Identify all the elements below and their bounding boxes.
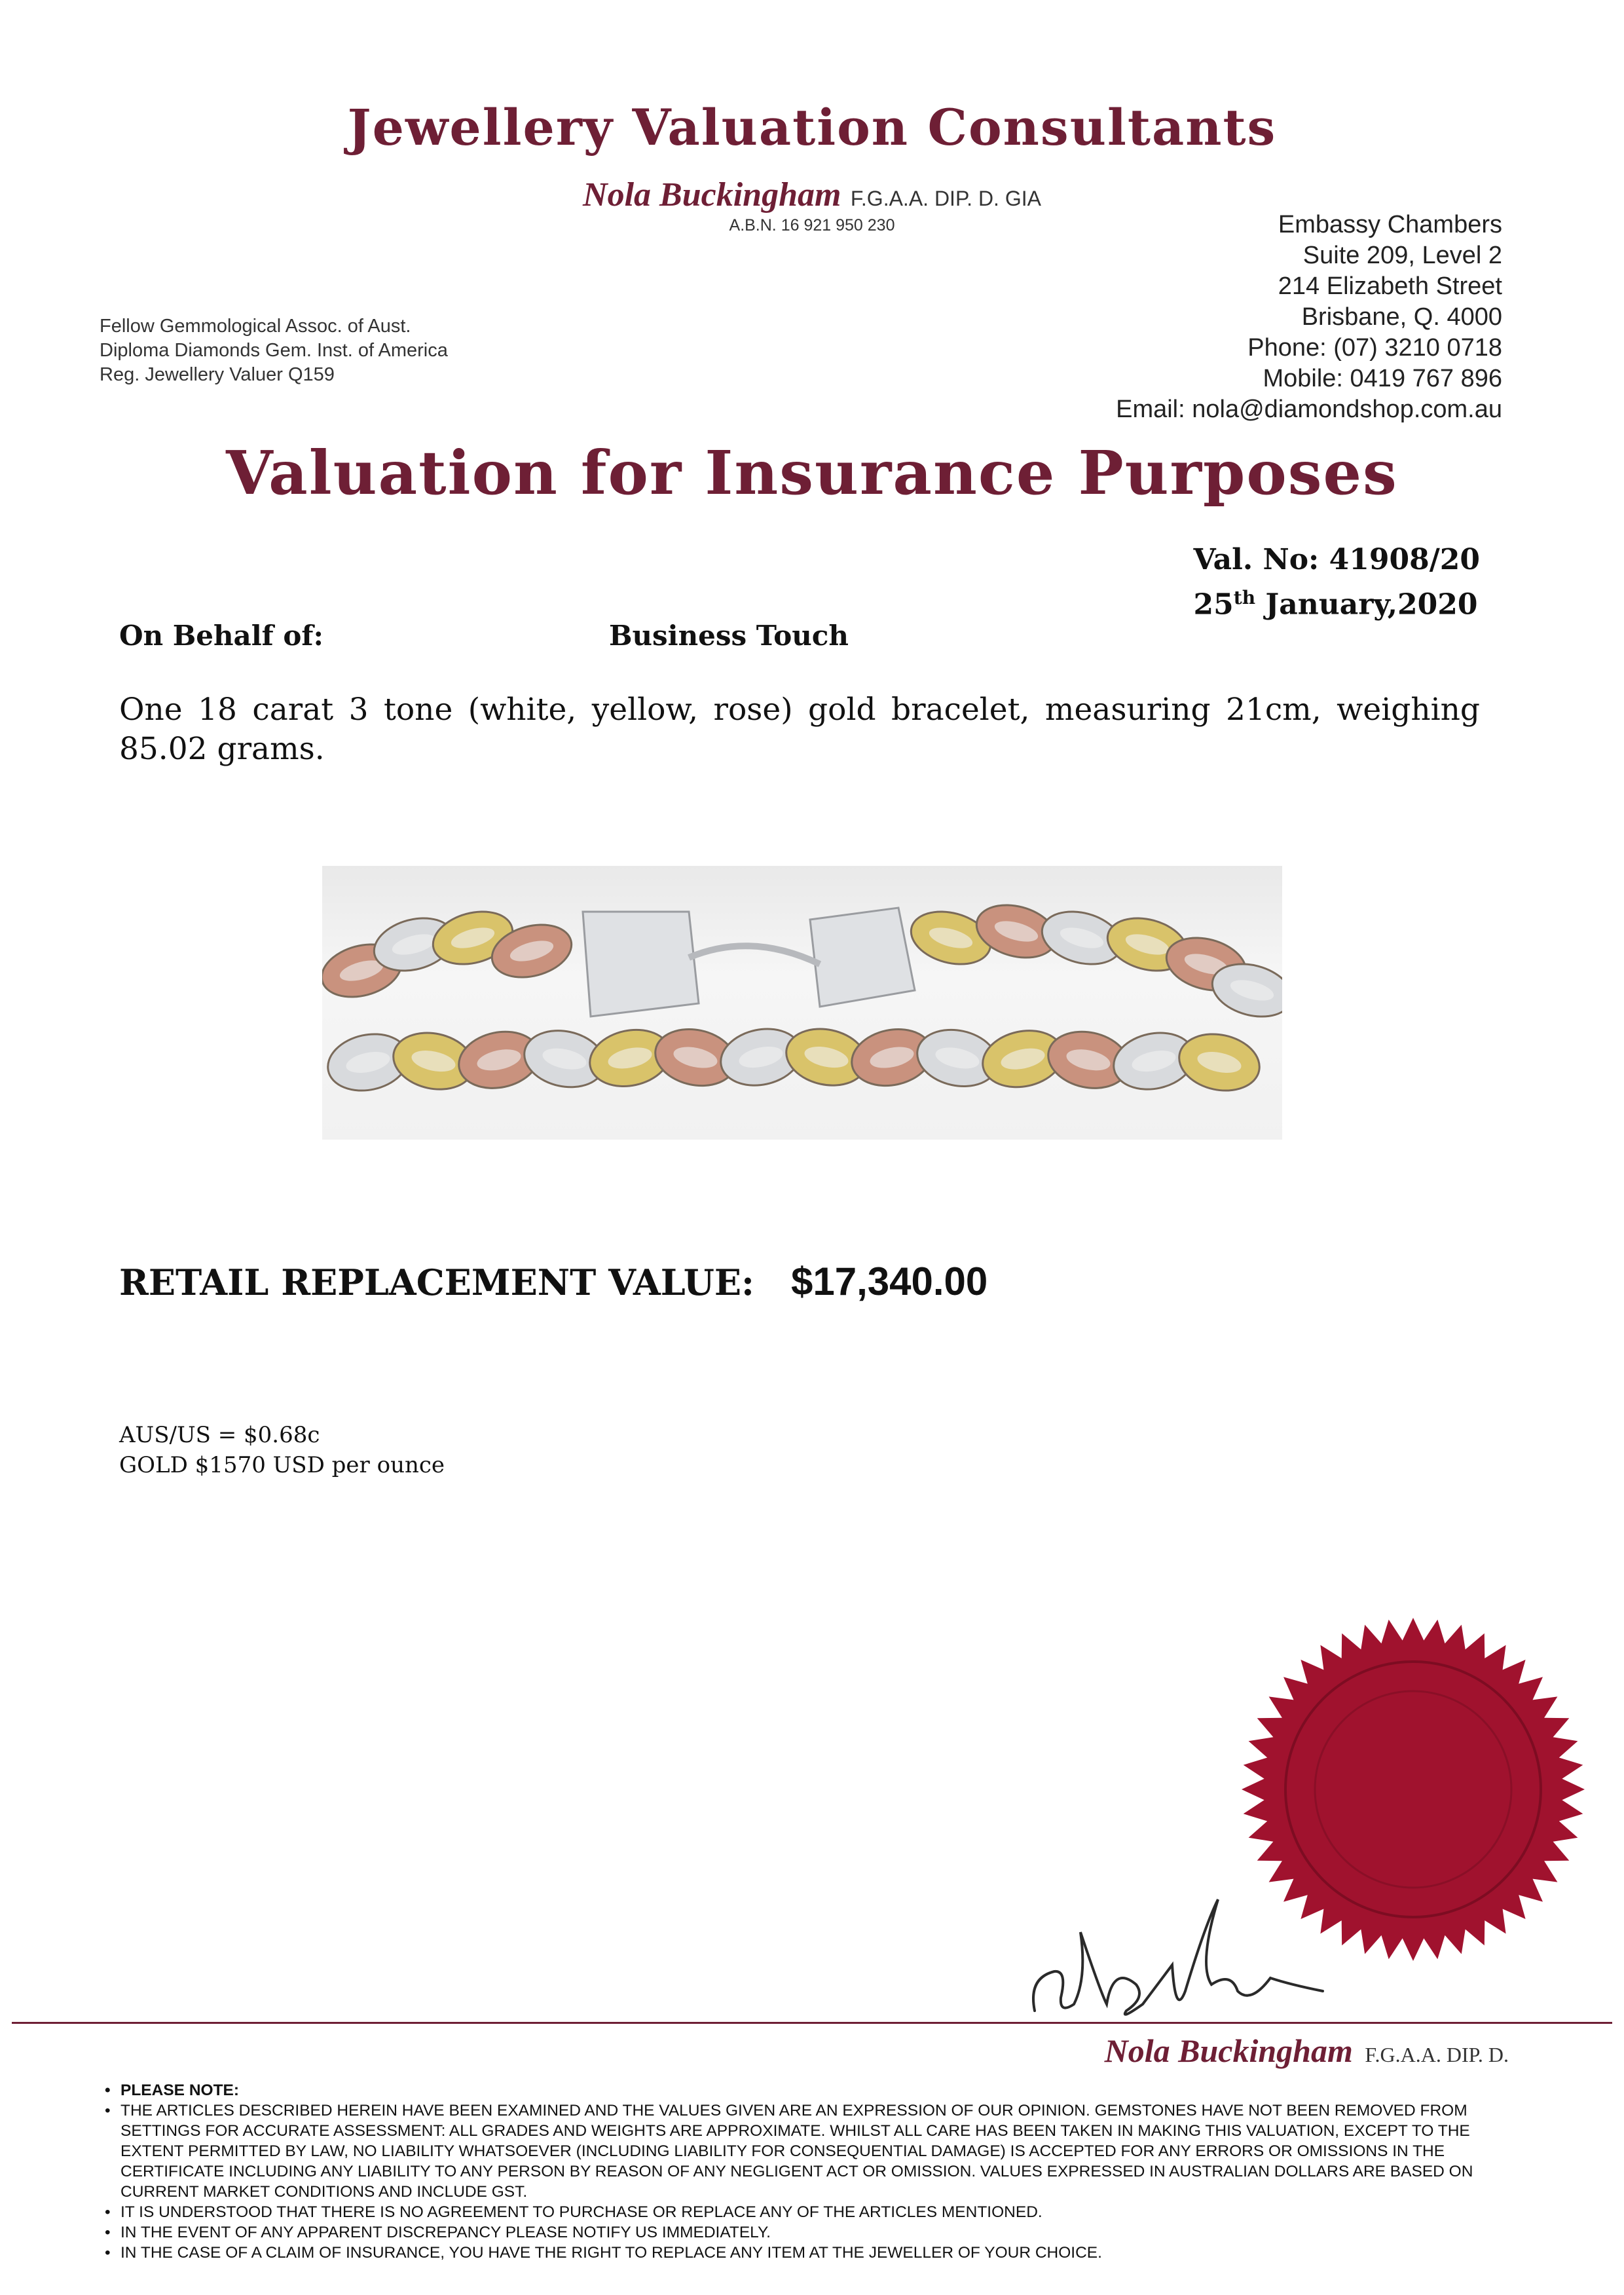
note-item: • IT IS UNDERSTOOD THAT THERE IS NO AGREEMENT TO PURCHASE OR REPLACE ANY OF THE ARTICLES MENTIONED. — [105, 2202, 1513, 2222]
company-name: Jewellery Valuation Consultants — [347, 98, 1277, 157]
retail-value-label: RETAIL REPLACEMENT VALUE: — [119, 1261, 754, 1303]
valuation-info — [1194, 541, 1480, 624]
note-item: • THE ARTICLES DESCRIBED HEREIN HAVE BEEN EXAMINED AND THE VALUES GIVEN ARE AN EXPRESSION OF OUR OPINION. GEMSTONES HAVE NOT BEEN REMOVED FROM SETTINGS FOR ACCURATE ASSESSMENT: ALL GRADES AND WEIGHTS ARE APPROXIMATE. WHILST ALL CARE HAS BEEN TAKEN IN MAKING THIS VALUATION, EXCEPT TO THE EXTENT PERMITTED BY LAW, NO LIABILITY WHATSOEVER (INCLUDING LIABILITY FOR CONSEQUENTIAL DAMAGE) IS ACCEPTED FOR ANY ERRORS OR OMISSIONS IN THE CERTIFICATE INCLUDING ANY LIABILITY TO ANY PERSON BY REASON OF ANY NEGLIGENT ACT OR OMISSION. VALUES EXPRESSED IN AUSTRALIAN DOLLARS ARE BASED ON CURRENT MARKET CONDITIONS AND INCLUDE GST. — [105, 2100, 1513, 2202]
credential-item: Reg. Jewellery Valuer Q159 — [100, 364, 335, 385]
credential-item: Diploma Diamonds Gem. Inst. of America — [100, 340, 448, 361]
exchange-rate: AUS/US = $0.68c — [119, 1422, 320, 1448]
consultant-qualifications: F.G.A.A. DIP. D. GIA — [850, 187, 1041, 210]
credentials-block — [100, 314, 448, 387]
credential-item: Fellow Gemmological Assoc. of Aust. — [100, 316, 411, 337]
gold-price: GOLD $1570 USD per ounce — [119, 1452, 445, 1478]
valuation-number: Val. No: 41908/20 — [1193, 543, 1480, 576]
item-description: One 18 carat 3 tone (white, yellow, rose) gold bracelet, measuring 21cm, weighing 85.02 grams. — [119, 692, 1480, 767]
notes-heading: • PLEASE NOTE: — [105, 2080, 1513, 2100]
signature-icon — [1022, 1886, 1336, 2037]
consultant-line — [0, 176, 1624, 214]
address-phone: Phone: (07) 3210 0718 — [1247, 334, 1502, 362]
clasp-right — [810, 908, 915, 1007]
address-email: Email: nola@diamondshop.com.au — [1116, 396, 1502, 423]
address-suite: Suite 209, Level 2 — [1302, 242, 1502, 269]
handwritten-signature — [1022, 1886, 1336, 2037]
notes-block — [105, 2080, 1513, 2263]
address-building: Embassy Chambers — [1278, 211, 1502, 238]
on-behalf-label: On Behalf of: — [119, 620, 323, 652]
date-suffix: th — [1233, 587, 1256, 608]
signer-name: Nola Buckingham — [1104, 2032, 1353, 2069]
consultant-name: Nola Buckingham — [583, 176, 841, 214]
on-behalf-value: Business Touch — [609, 620, 849, 652]
signer-qualifications: F.G.A.A. DIP. D. — [1365, 2043, 1509, 2066]
date-rest: January,2020 — [1255, 588, 1478, 622]
signer-line — [1105, 2032, 1509, 2070]
abn-number: A.B.N. 16 921 950 230 — [729, 216, 895, 234]
rates-block — [119, 1420, 445, 1480]
date-day: 25 — [1193, 588, 1234, 622]
bracelet-illustration — [322, 866, 1282, 1140]
address-city: Brisbane, Q. 4000 — [1301, 303, 1502, 331]
address-block — [1116, 210, 1502, 425]
note-item: • IN THE EVENT OF ANY APPARENT DISCREPANCY PLEASE NOTIFY US IMMEDIATELY. — [105, 2222, 1513, 2243]
valuation-date — [1194, 579, 1480, 624]
clasp-hook — [689, 946, 820, 964]
bracelet-photo — [322, 866, 1282, 1140]
address-street: 214 Elizabeth Street — [1278, 272, 1502, 300]
note-item: • IN THE CASE OF A CLAIM OF INSURANCE, YOU HAVE THE RIGHT TO REPLACE ANY ITEM AT THE JEWELLER OF YOUR CHOICE. — [105, 2243, 1513, 2263]
address-mobile: Mobile: 0419 767 896 — [1263, 365, 1502, 392]
retail-value-amount: $17,340.00 — [791, 1259, 988, 1303]
clasp-left — [583, 912, 699, 1017]
footer-divider — [12, 2022, 1612, 2024]
document-title: Valuation for Insurance Purposes — [226, 438, 1398, 508]
